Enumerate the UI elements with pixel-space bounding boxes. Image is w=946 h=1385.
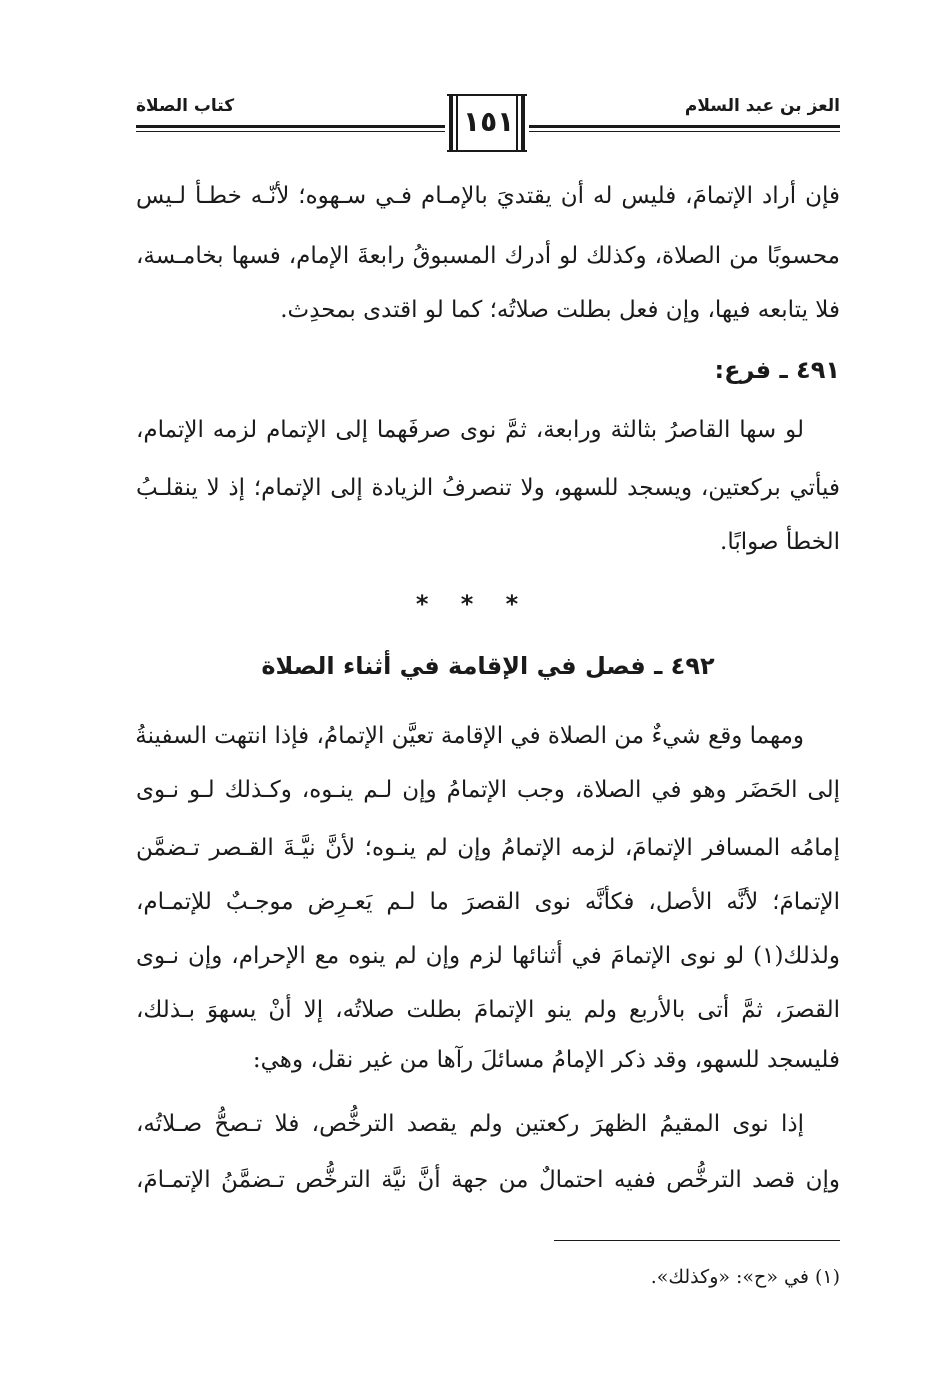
page-number-frame (445, 94, 529, 152)
text-line: لو سها القاصرُ بثالثة ورابعة، ثمَّ نوى صرفَهما إلى الإتمام لزمه الإتمام، (136, 417, 804, 443)
text-line: فإن أراد الإتمامَ، فليس له أن يقتديَ بالإمـام فـي سـهوه؛ لأنّـه خطـأ لـيس (136, 183, 840, 209)
footnote: (١) في «ح»: «وكذلك». (650, 1266, 840, 1288)
section-separator: * * * (415, 590, 531, 618)
running-header-author: العز بن عبد السلام (684, 96, 840, 116)
text-line: ولذلك(١) لو نوى الإتمامَ في أثنائها لزم وإن لم ينوه مع الإحرام، وإن نـوى (136, 943, 840, 969)
text-line: وإن قصد الترخُّص ففيه احتمالٌ من جهة أنَّ نيَّة الترخُّص تـضمَّنُ الإتمـامَ، (136, 1167, 840, 1193)
text-line: فليسجد للسهو، وقد ذكر الإمامُ مسائلَ رآها من غير نقل، وهي: (252, 1047, 840, 1073)
subheading: ٤٩١ ـ فرع: (714, 356, 840, 384)
running-header-book-title: كتاب الصلاة (136, 96, 235, 116)
text-line: ومهما وقع شيءٌ من الصلاة في الإقامة تعيَّن الإتمامُ، فإذا انتهت السفينةُ (135, 723, 804, 749)
text-line: الإتمامَ؛ لأنَّه الأصل، فكأنَّه نوى القصرَ ما لـم يَعـرِض موجـبٌ للإتمـام، (136, 889, 840, 915)
text-line: محسوبًا من الصلاة، وكذلك لو أدرك المسبوقُ رابعةَ الإمام، فسها بخامـسة، (136, 243, 840, 269)
text-line: إلى الحَضَر وهو في الصلاة، وجب الإتمامُ وإن لـم ينـوه، وكـذلك لـو نـوى (136, 777, 840, 803)
section-title: ٤٩٢ ـ فصل في الإقامة في أثناء الصلاة (261, 652, 715, 680)
text-line: إمامُه المسافر الإتمامَ، لزمه الإتمامُ وإن لم ينـوه؛ لأنَّ نيَّـةَ القـصر تـضمَّن (136, 835, 840, 861)
text-line: فلا يتابعه فيها، وإن فعل بطلت صلاتُه؛ كما لو اقتدى بمحدِث. (280, 297, 840, 323)
text-line: فيأتي بركعتين، ويسجد للسهو، ولا تنصرفُ الزيادة إلى الإتمام؛ إذ لا ينقلـبُ (136, 475, 840, 501)
footnote-rule (554, 1240, 840, 1241)
text-line: إذا نوى المقيمُ الظهرَ ركعتين ولم يقصد الترخُّص، فلا تـصحُّ صـلاتُه، (136, 1111, 804, 1137)
text-line: الخطأ صوابًا. (720, 529, 840, 555)
page-number: ١٥١ (463, 105, 515, 138)
text-line: القصرَ، ثمَّ أتى بالأربع ولم ينو الإتمامَ بطلت صلاتُه، إلا أنْ يسهوَ بـذلك، (136, 997, 840, 1023)
